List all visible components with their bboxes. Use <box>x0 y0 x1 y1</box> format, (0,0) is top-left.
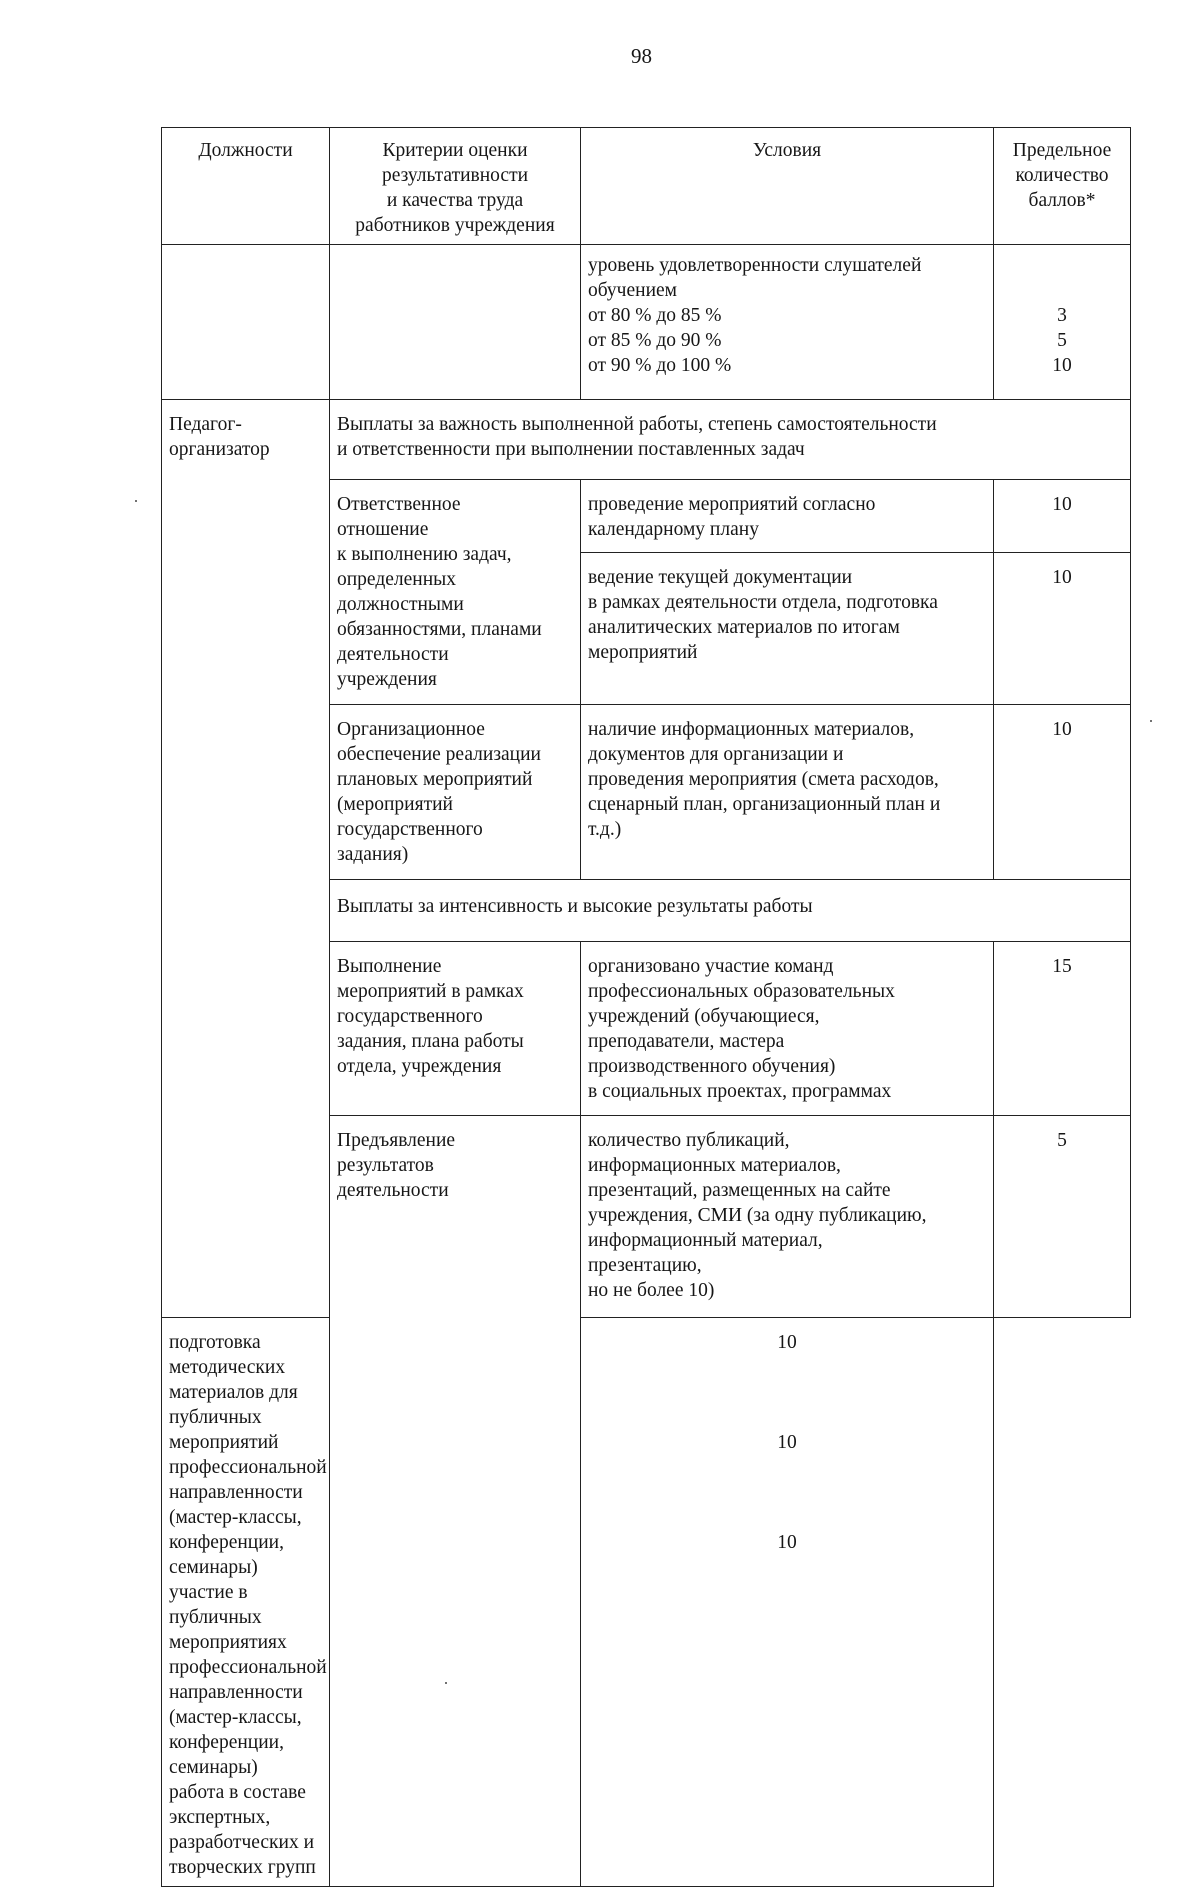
section-title: Выплаты за интенсивность и высокие результаты работы <box>330 880 1131 942</box>
points-cell: 3 5 10 <box>994 245 1131 400</box>
table-header-row <box>162 128 1131 245</box>
points-cell: 15 <box>994 942 1131 1116</box>
criterion-cell: Выполнение мероприятий в рамках государственного задания, плана работы отдела, учреждения <box>330 942 581 1116</box>
condition-cell: ведение текущей документации в рамках деятельности отдела, подготовка аналитических материалов по итогам мероприятий <box>581 553 994 705</box>
criterion-cell: Предъявление результатов деятельности <box>330 1116 581 1887</box>
condition-cell: проведение мероприятий согласно календарному плану <box>581 480 994 553</box>
scan-speck <box>445 1682 447 1684</box>
table-row <box>162 400 1131 480</box>
points-cell: 10 <box>994 480 1131 553</box>
table-row <box>162 245 1131 400</box>
points-cell: 10 <box>994 705 1131 880</box>
header-positions: Должности <box>162 128 330 245</box>
points-cell: 5 <box>994 1116 1131 1318</box>
condition-cell: количество публикаций, информационных материалов, презентаций, размещенных на сайте учреждения, СМИ (за одну публикацию, информационный материал, презентацию, но не более 10) <box>581 1116 994 1318</box>
condition-cell: организовано участие команд профессиональных образовательных учреждений (обучающиеся, преподаватели, мастера производственного обучения) в социальных проектах, программах <box>581 942 994 1116</box>
empty-cell <box>162 245 330 400</box>
position-cell: Педагог- организатор <box>162 400 330 1318</box>
criterion-cell: Ответственное отношение к выполнению задач, определенных должностными обязанностями, планами деятельности учреждения <box>330 480 581 705</box>
criteria-table <box>161 127 1131 1887</box>
scan-speck <box>1150 720 1152 722</box>
condition-cell: уровень удовлетворенности слушателей обучением от 80 % до 85 % от 85 % до 90 % от 90 % до 100 % <box>581 245 994 400</box>
header-max-points: Предельное количество баллов* <box>994 128 1131 245</box>
scan-speck <box>135 500 137 502</box>
section-title: Выплаты за важность выполненной работы, степень самостоятельности и ответственности при выполнении поставленных задач <box>330 400 1131 480</box>
criterion-cell: Организационное обеспечение реализации плановых мероприятий (мероприятий государственного задания) <box>330 705 581 880</box>
points-cell: 10 10 10 <box>581 1318 994 1887</box>
header-criteria: Критерии оценки результативности и качества труда работников учреждения <box>330 128 581 245</box>
condition-cell: наличие информационных материалов, документов для организации и проведения мероприятия (смета расходов, сценарный план, организационный план и т.д.) <box>581 705 994 880</box>
page-number: 98 <box>631 44 652 68</box>
condition-cell: подготовка методических материалов для публичных мероприятий профессиональной направленности (мастер-классы, конференции, семинары) участие в публичных мероприятиях профессиональной направленности (мастер-классы, конференции, семинары) работа в составе экспертных, разработческих и творческих групп <box>162 1318 330 1887</box>
points-cell: 10 <box>994 553 1131 705</box>
table-row <box>162 1318 1131 1887</box>
header-conditions: Условия <box>581 128 994 245</box>
empty-cell <box>330 245 581 400</box>
